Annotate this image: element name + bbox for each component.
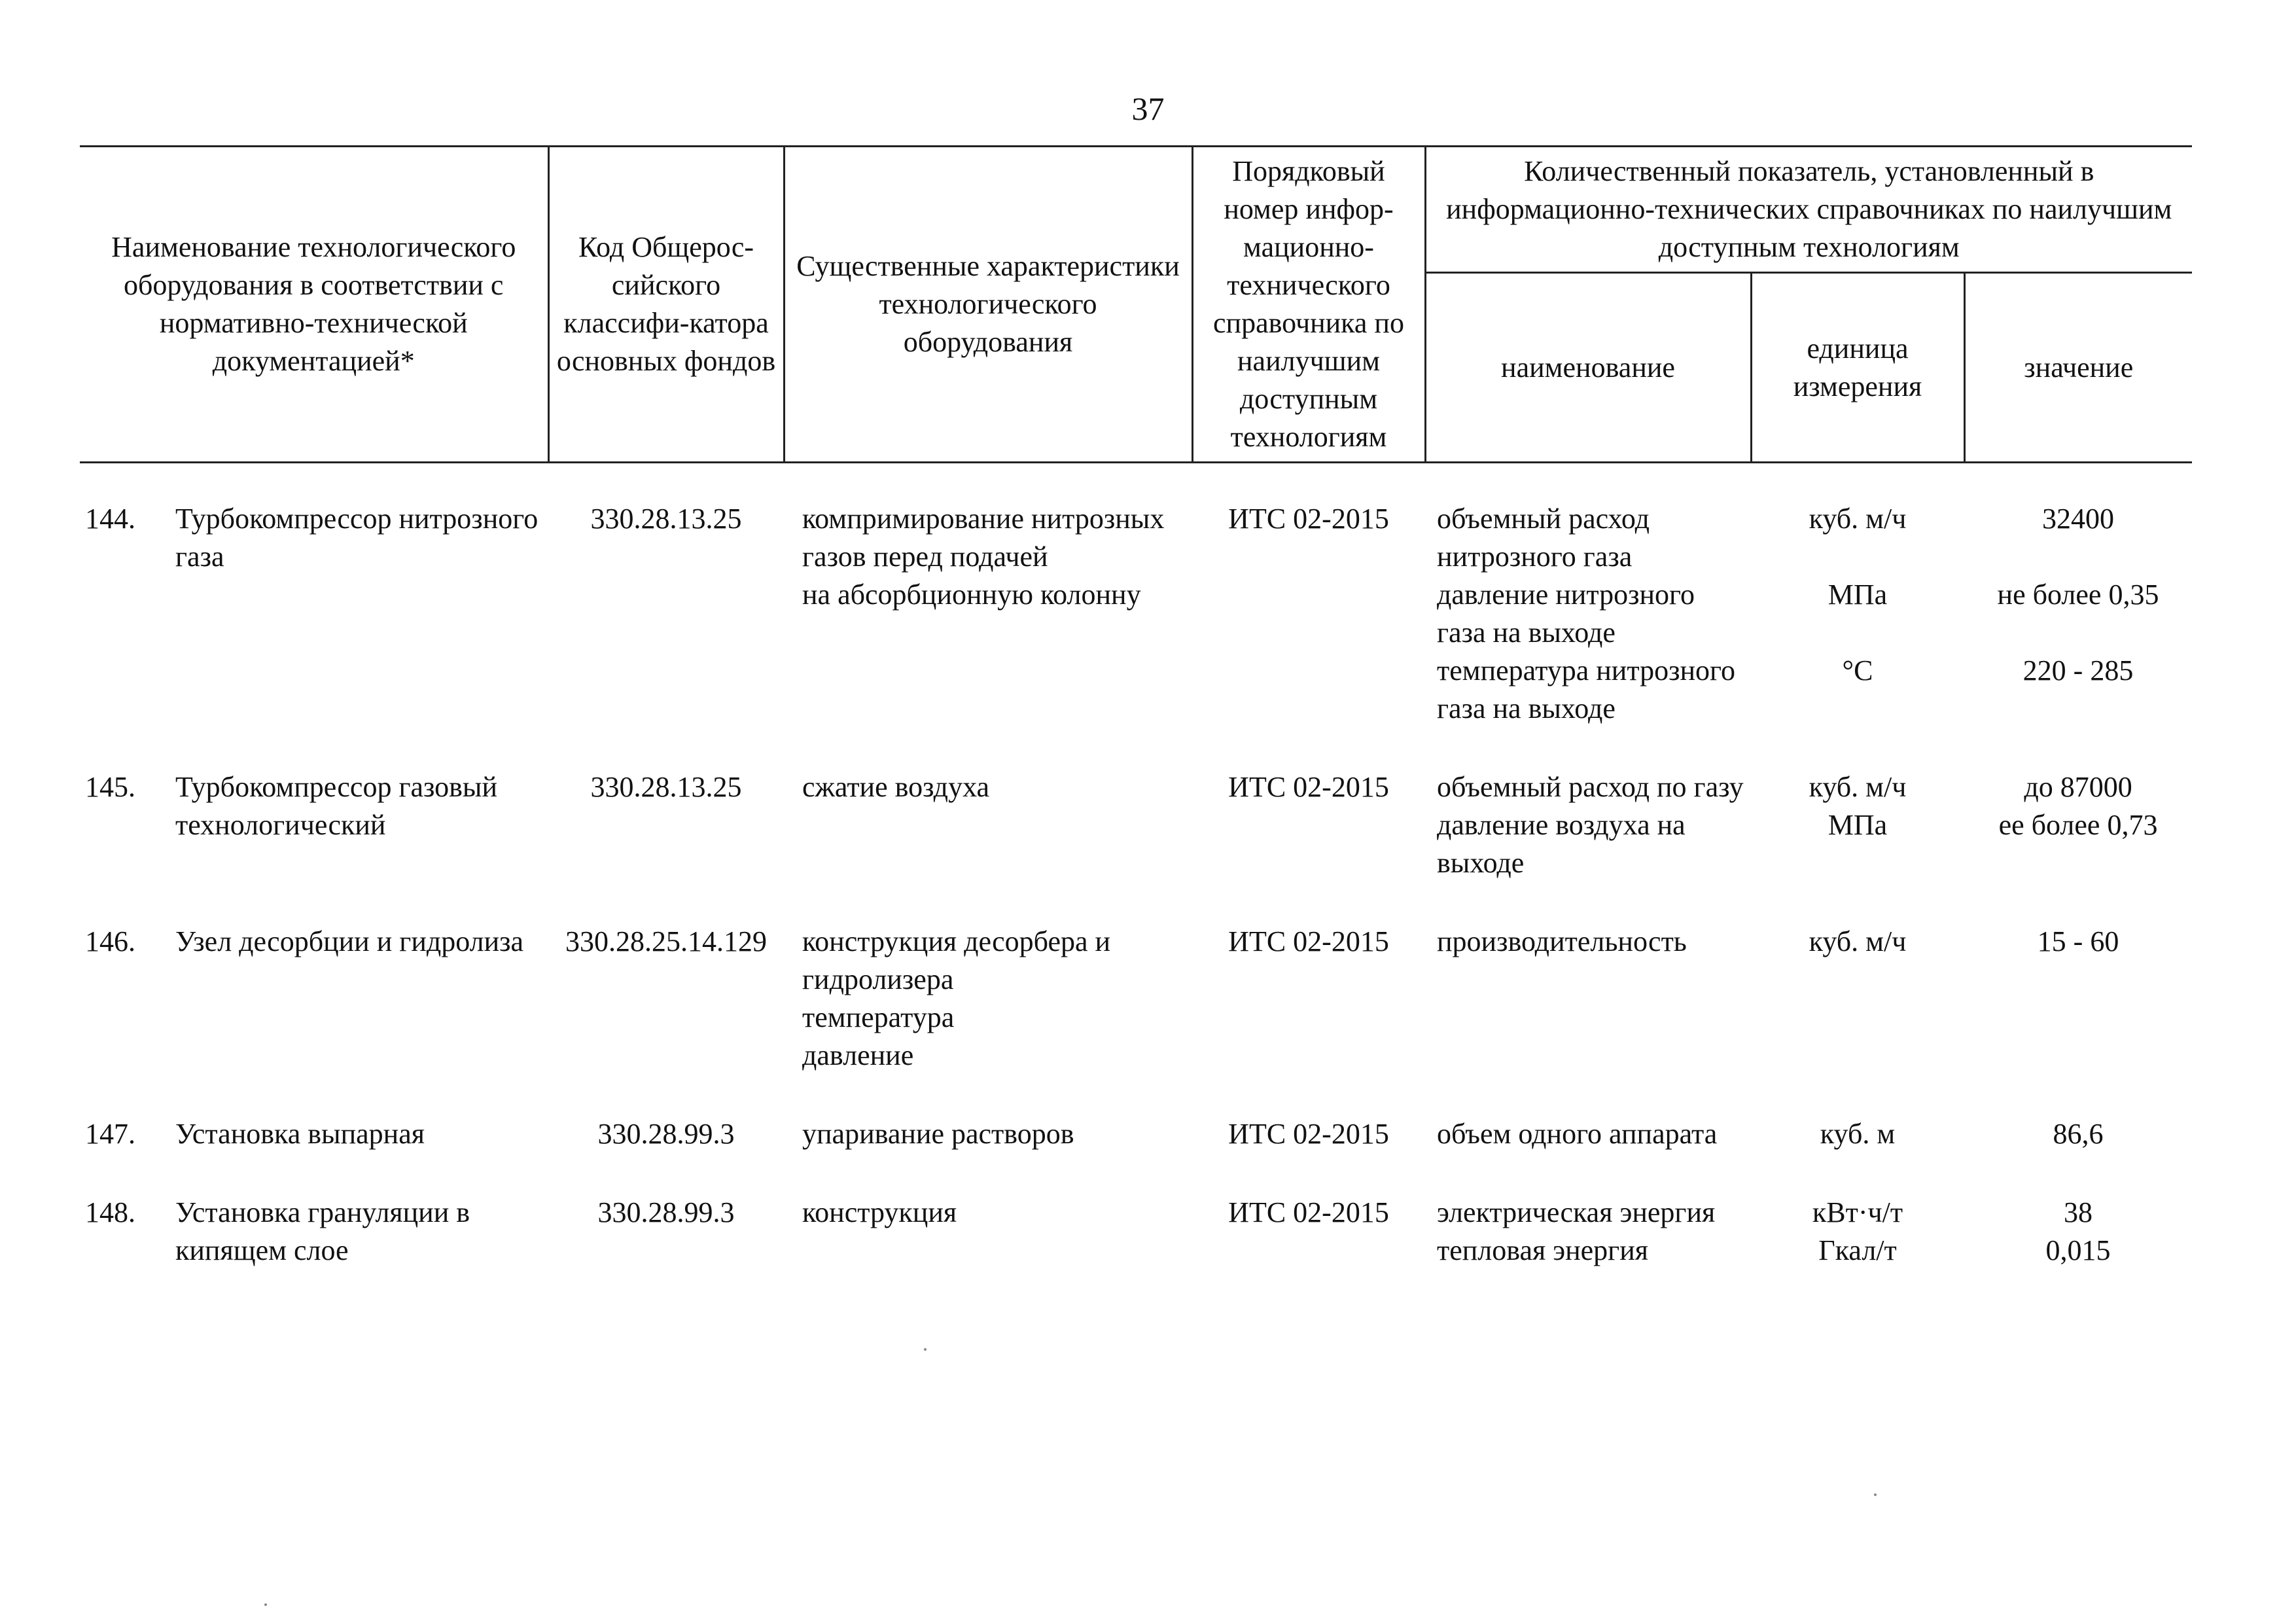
table-row (80, 923, 2192, 1115)
its-number: ИТС 02-2015 (1228, 771, 1389, 803)
indicator-value: не более 0,35 (1997, 579, 2159, 611)
table-row (80, 768, 2192, 923)
table-row (80, 1115, 2192, 1194)
indicator-name: производительность (1437, 925, 1687, 957)
header-characteristics: Существенные характеристики технологического оборудования (784, 147, 1192, 463)
scan-speck (264, 1603, 267, 1606)
characteristics-cell (784, 1115, 1192, 1194)
equipment-table (80, 145, 2192, 1270)
indicator-name: тепловая энергия (1437, 1234, 1649, 1266)
characteristics-cell (784, 500, 1192, 768)
indicator-unit: Гкал/т (1818, 1234, 1897, 1266)
indicator-unit: куб. м/ч (1809, 771, 1907, 803)
equipment-name: Установка выпарная (175, 1118, 425, 1150)
okof-code: 330.28.25.14.129 (565, 925, 767, 957)
indicator-unit: куб. м (1820, 1118, 1896, 1150)
indicator-unit: МПа (1828, 809, 1888, 841)
its-number: ИТС 02-2015 (1228, 503, 1389, 535)
table-row (80, 500, 2192, 768)
equipment-name: Узел десорбции и гидролиза (175, 925, 524, 957)
value-cell (1964, 500, 2192, 768)
indicator-name-cell (1425, 500, 1751, 768)
indicator-unit: МПа (1828, 579, 1888, 611)
indicator-name-cell (1425, 768, 1751, 923)
indicator-name: давление нитрозного газа на выходе (1437, 579, 1695, 649)
row-number: 146. (85, 925, 135, 957)
characteristics-cell (784, 768, 1192, 923)
indicator-name-cell (1425, 1194, 1751, 1270)
indicator-unit: куб. м/ч (1809, 503, 1907, 535)
value-cell (1964, 923, 2192, 1115)
indicator-value: 86,6 (2053, 1118, 2104, 1150)
okof-code: 330.28.99.3 (597, 1118, 735, 1150)
scan-speck (1874, 1493, 1877, 1496)
header-unit: единица измерения (1751, 273, 1964, 463)
equipment-name-cell (80, 500, 548, 768)
indicator-value: 15 - 60 (2037, 925, 2119, 957)
characteristic-line: конструкция десорбера и гидролизера (802, 925, 1111, 995)
header-its-number: Порядковый номер инфор-мационно-технического справочника по наилучшим доступным технологиям (1192, 147, 1425, 463)
indicator-unit: куб. м/ч (1809, 925, 1907, 957)
okof-code: 330.28.13.25 (590, 771, 742, 803)
header-indicator-name: наименование (1425, 273, 1751, 463)
equipment-name: Турбокомпрессор газовый технологический (175, 771, 498, 841)
indicator-name: объемный расход по газу (1437, 771, 1744, 803)
equipment-name: Турбокомпрессор нитрозного газа (175, 503, 539, 573)
indicator-name-cell (1425, 923, 1751, 1115)
table-row (80, 1194, 2192, 1270)
unit-cell (1751, 1194, 1964, 1270)
indicator-value: 0,015 (2045, 1234, 2111, 1266)
characteristics-cell (784, 923, 1192, 1115)
header-okof-code: Код Общерос-сийского классифи-катора основных фондов (548, 147, 784, 463)
indicator-unit: кВт·ч/т (1812, 1196, 1903, 1228)
page-number: 37 (1131, 90, 1165, 127)
equipment-name-cell (80, 923, 548, 1115)
unit-cell (1751, 768, 1964, 923)
row-number: 148. (85, 1196, 135, 1228)
indicator-value: до 87000 (2024, 771, 2132, 803)
indicator-name: давление воздуха на выходе (1437, 809, 1686, 879)
header-equipment-name: Наименование технологического оборудования в соответствии с нормативно-технической документацией* (80, 147, 548, 463)
equipment-name-cell (80, 1194, 548, 1270)
indicator-name: электрическая энергия (1437, 1196, 1716, 1228)
indicator-name: объем одного аппарата (1437, 1118, 1718, 1150)
indicator-name-cell (1425, 1115, 1751, 1194)
okof-code: 330.28.13.25 (590, 503, 742, 535)
row-number: 144. (85, 503, 135, 535)
value-cell (1964, 1194, 2192, 1270)
indicator-unit: °C (1842, 654, 1873, 687)
row-number: 147. (85, 1118, 135, 1150)
scan-speck (924, 1348, 927, 1351)
unit-cell (1751, 500, 1964, 768)
its-number: ИТС 02-2015 (1228, 1196, 1389, 1228)
indicator-value: 32400 (2042, 503, 2114, 535)
its-number: ИТС 02-2015 (1228, 925, 1389, 957)
characteristic-line: компримирование нитрозных газов перед подачей (802, 503, 1165, 573)
indicator-value: 38 (2064, 1196, 2093, 1228)
its-number: ИТС 02-2015 (1228, 1118, 1389, 1150)
header-quantitative-indicator: Количественный показатель, установленный в информационно-технических справочниках по наилучшим доступным технологиям (1425, 147, 2192, 273)
equipment-name: Установка грануляции в кипящем слое (175, 1196, 470, 1266)
characteristic-line: конструкция (802, 1196, 957, 1228)
indicator-name: температура нитрозного газа на выходе (1437, 654, 1735, 724)
characteristic-line: на абсорбционную колонну (802, 579, 1141, 611)
equipment-name-cell (80, 1115, 548, 1194)
row-number: 145. (85, 771, 135, 803)
characteristic-line: температура (802, 1001, 955, 1033)
characteristic-line: упаривание растворов (802, 1118, 1074, 1150)
unit-cell (1751, 1115, 1964, 1194)
okof-code: 330.28.99.3 (597, 1196, 735, 1228)
value-cell (1964, 768, 2192, 923)
unit-cell (1751, 923, 1964, 1115)
equipment-name-cell (80, 768, 548, 923)
characteristics-cell (784, 1194, 1192, 1270)
indicator-value: ее более 0,73 (1998, 809, 2158, 841)
value-cell (1964, 1115, 2192, 1194)
table-body (80, 463, 2192, 1270)
indicator-value: 220 - 285 (2022, 654, 2134, 687)
characteristic-line: давление (802, 1039, 914, 1071)
header-value: значение (1964, 273, 2192, 463)
indicator-name: объемный расход нитрозного газа (1437, 503, 1650, 573)
characteristic-line: сжатие воздуха (802, 771, 990, 803)
